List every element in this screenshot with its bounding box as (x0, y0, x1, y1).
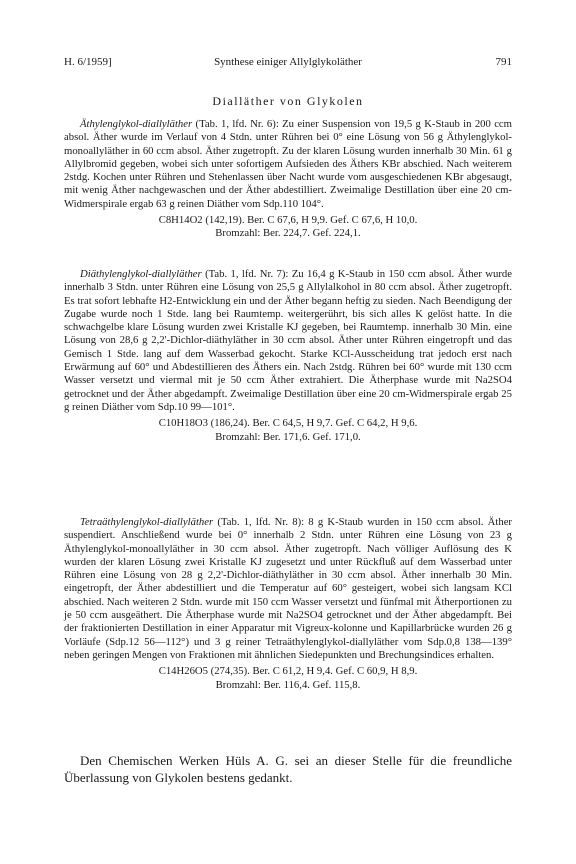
entry-paragraph (64, 516, 512, 662)
entry-tetraethylene-glycol (64, 516, 512, 698)
running-title: Synthese einiger Allylglykoläther (214, 56, 362, 68)
entry-paragraph (64, 268, 512, 414)
analysis-line: C10H18O3 (186,24). Ber. C 64,5, H 9,7. Gef. C 64,2, H 9,6. (158, 417, 418, 430)
entry-ethylene-glycol (64, 118, 512, 247)
bromine-number-line: Bromzahl: Ber. 116,4. Gef. 115,8. (215, 678, 361, 691)
compound-name: Diäthylenglykol-diallyläther (80, 268, 202, 280)
bromine-number-line: Bromzahl: Ber. 171,6. Gef. 171,0. (215, 430, 361, 443)
compound-name: Tetraäthylenglykol-diallyläther (80, 516, 214, 528)
entry-text: (Tab. 1, lfd. Nr. 6): Zu einer Suspension von 19,5 g K-Staub in 200 ccm absol. Äther wurde im Verlauf von 4 Stdn. unter Rühren bei 0° eine Lösung von 56 g Äthylenglykol-monoallyläther in 60 ccm absol. Äther zugetropft. Zu der klaren Lösung wurden innerhalb 30 Min. 61 g Allylbromid gegeben, wobei sich unter sofortigem Aufsieden des Äthers KBr abschied. Nach weiterem 2stdg. Kochen unter Rühren und Stehenlassen über Nacht wurde vom ausgeschiedenen KBr abgesaugt, mit wenig Äther nachgewaschen und der Äther abdestilliert. Zweimalige Destillation über eine 20 cm-Widmerspirale ergab 63 g reinen Diäther vom Sdp.110 104°. (64, 118, 512, 210)
entry-text: (Tab. 1, lfd. Nr. 8): 8 g K-Staub wurden in 150 ccm absol. Äther suspendiert. Anschließend wurde bei 0° innerhalb 2 Stdn. unter Rühren eine Lösung von 23 g Äthylenglykol-monoallyläther in 30 ccm absol. Äther zugetropft. Nach völliger Auflösung des K wurden der klaren Lösung zwei Kristalle KJ zugesetzt und unter Rückfluß auf dem Wasserbad unter Rühren eine Lösung von 28 g 2,2'-Dichlor-diäthyläther in 30 ccm absol. Äther innerhalb 30 Min. eingetropft, der Äther abdestilliert und die Temperatur auf 60° gesteigert, wobei sich langsam KCl abschied. Nach weiteren 2 Stdn. wurde mit 150 ccm Wasser versetzt und fünfmal mit Ätherportionen zu je 50 ccm ausgeäthert. Die Ätherphase wurde mit Na2SO4 getrocknet und der Äther abgedampft. Bei der fraktionierten Destillation in einer Apparatur mit Vigreux-kolonne und Kapillarbrücke wurden 26 g Vorläufe (Sdp.12 56—112°) und 3 g reiner Tetraäthylenglykol-diallyläther vom Sdp.0,8 138—139° neben geringen Mengen von Fraktionen mit ähnlichen Siedepunkten und Brechungsindices erhalten. (64, 516, 512, 661)
compound-name: Äthylenglykol-diallyläther (80, 118, 193, 130)
section-title: Dialläther von Glykolen (212, 94, 364, 108)
acknowledgement: Den Chemischen Werken Hüls A. G. sei an dieser Stelle für die freundliche Überlassung von Glykolen bestens gedankt. (64, 753, 512, 785)
entry-text: (Tab. 1, lfd. Nr. 7): Zu 16,4 g K-Staub in 150 ccm absol. Äther wurde innerhalb 3 Stdn. unter Rühren eine Lösung von 25,5 g Allylalkohol in 80 ccm absol. Äther zugetropft. Es trat sofort lebhafte H2-Entwicklung ein und der Äther begann heftig zu sieden. Nach Beendigung der Zugabe wurde noch 1 Stde. lang bei Raumtemp. weitergerührt, bis sich alles K gelöst hatte. In die schwachgelbe klare Lösung wurden zwei Kristalle KJ gegeben, bei Raumtemp. innerhalb 30 Min. eine Lösung von 28,6 g 2,2'-Dichlor-diäthyläther in 30 ccm absol. Äther unter Rühren eingetropft und das Gemisch 1 Stde. lang auf dem Wasserbad gekocht. Starke KCl-Ausscheidung trat jedoch erst nach Erwärmung auf 60° und Abdestillieren des Äthers ein. Nach 2stdg. Rühren bei 60° wurde mit 130 ccm Wasser versetzt und viermal mit je 50 ccm Äther extrahiert. Die Ätherphase wurde mit Na2SO4 getrocknet und der Äther abgedampft. Zweimalige Destillation über eine 20 cm-Widmerspirale ergab 25 g reinen Diäther vom Sdp.10 99—101°. (64, 268, 513, 413)
analysis-line: C8H14O2 (142,19). Ber. C 67,6, H 9,9. Gef. C 67,6, H 10,0. (158, 214, 418, 227)
entry-diethylene-glycol (64, 268, 512, 450)
journal-issue: H. 6/1959] (64, 56, 112, 68)
page-number: 791 (495, 56, 512, 68)
entry-paragraph (64, 118, 512, 211)
analysis-line: C14H26O5 (274,35). Ber. C 61,2, H 9,4. Gef. C 60,9, H 8,9. (158, 665, 418, 678)
bromine-number-line: Bromzahl: Ber. 224,7. Gef. 224,1. (215, 227, 361, 240)
running-head (64, 56, 512, 72)
